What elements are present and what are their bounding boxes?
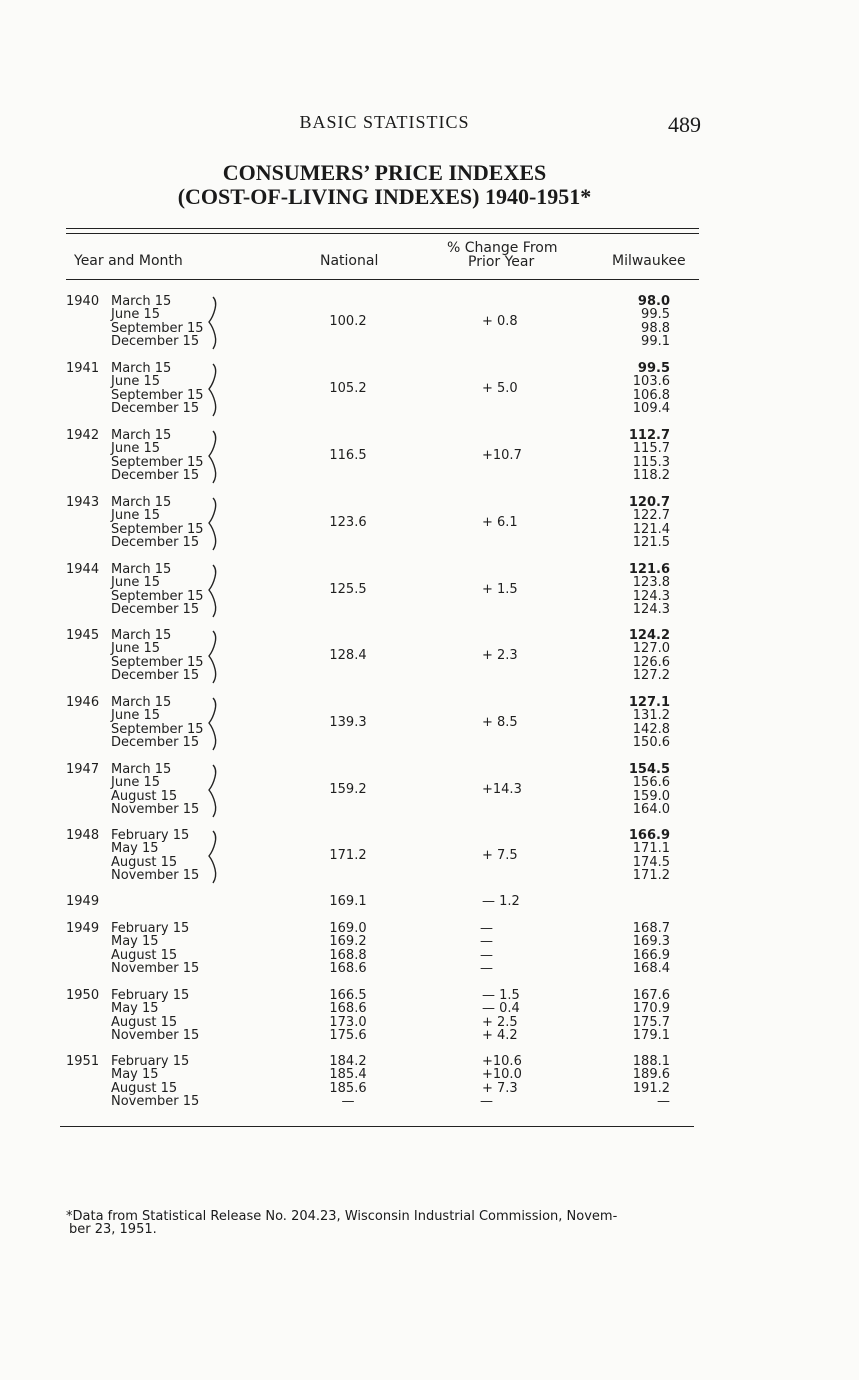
milwaukee-value: 175.7 <box>632 1014 670 1030</box>
milwaukee-value: 121.4 <box>632 521 670 537</box>
milwaukee-value: 121.6 <box>628 562 670 577</box>
row-national <box>312 783 384 796</box>
row-milwaukee <box>600 696 670 750</box>
row-change <box>450 716 560 729</box>
row-year: 1942 <box>66 428 100 443</box>
row-milwaukee <box>600 295 670 349</box>
brace-icon <box>197 295 221 351</box>
change-value: + 6.1 <box>482 515 518 531</box>
row-year: 1949 <box>66 921 100 936</box>
milwaukee-value: — <box>657 1094 670 1110</box>
national-value: 116.5 <box>329 448 367 464</box>
national-value: 173.0 <box>329 1014 367 1030</box>
milwaukee-value: 154.5 <box>628 762 670 777</box>
national-value: 159.2 <box>329 782 367 798</box>
milwaukee-value: 171.1 <box>632 841 670 857</box>
milwaukee-value: 170.9 <box>632 1001 670 1017</box>
running-head: BASIC STATISTICS <box>299 112 470 132</box>
table-subtitle: (COST-OF-LIVING INDEXES) 1940-1951* <box>177 184 592 209</box>
milwaukee-value: 131.2 <box>632 708 670 724</box>
change-value: — <box>480 961 493 977</box>
row-national <box>312 895 384 908</box>
month-label: December 15 <box>111 401 200 417</box>
row-change <box>450 895 560 908</box>
month-label: March 15 <box>111 562 172 577</box>
brace-icon <box>197 496 221 552</box>
month-label: March 15 <box>111 495 172 510</box>
national-value: 169.1 <box>329 894 367 909</box>
brace-icon <box>197 629 221 685</box>
row-milwaukee <box>600 922 670 976</box>
change-value: + 7.5 <box>482 848 518 864</box>
national-value: 185.4 <box>329 1067 367 1083</box>
brace-icon <box>197 563 221 619</box>
row-national <box>312 989 384 1043</box>
row-milwaukee <box>600 563 670 617</box>
row-milwaukee <box>600 763 670 817</box>
change-value: +10.6 <box>482 1054 522 1069</box>
brace-icon <box>197 362 221 418</box>
change-value: +10.0 <box>482 1067 522 1083</box>
row-months <box>111 922 221 976</box>
month-label: May 15 <box>111 841 159 857</box>
row-change <box>450 315 560 328</box>
milwaukee-value: 106.8 <box>632 387 670 403</box>
row-milwaukee <box>600 989 670 1043</box>
milwaukee-value: 189.6 <box>632 1067 670 1083</box>
national-value: 168.6 <box>329 961 367 977</box>
row-milwaukee <box>600 362 670 416</box>
milwaukee-value: 118.2 <box>632 468 670 484</box>
row-national <box>312 1055 384 1109</box>
month-label: June 15 <box>111 441 160 457</box>
row-change <box>450 449 560 462</box>
bottom-rule <box>60 1126 694 1127</box>
month-label: December 15 <box>111 735 200 751</box>
milwaukee-value: 142.8 <box>632 721 670 737</box>
milwaukee-value: 124.3 <box>632 588 670 604</box>
milwaukee-value: 120.7 <box>628 495 670 510</box>
month-label: February 15 <box>111 828 190 843</box>
row-change <box>450 649 560 662</box>
row-year: 1940 <box>66 294 100 309</box>
month-label: September 15 <box>111 588 204 604</box>
change-value: — <box>480 1094 493 1110</box>
month-label: May 15 <box>111 1067 159 1083</box>
milwaukee-value: 99.5 <box>637 361 670 376</box>
header-rule <box>66 279 699 280</box>
change-value: +14.3 <box>482 782 522 798</box>
brace-icon <box>197 763 221 819</box>
row-months <box>111 989 221 1043</box>
milwaukee-value: 166.9 <box>628 828 670 843</box>
row-milwaukee <box>600 829 670 883</box>
row-national <box>312 315 384 328</box>
month-label: September 15 <box>111 521 204 537</box>
month-label: May 15 <box>111 1001 159 1017</box>
month-label: March 15 <box>111 628 172 643</box>
milwaukee-value: 168.4 <box>632 961 670 977</box>
month-label: August 15 <box>111 1014 178 1030</box>
row-milwaukee <box>600 1055 670 1109</box>
month-label: March 15 <box>111 762 172 777</box>
header-change-line2: Prior Year <box>468 254 535 270</box>
national-value: 139.3 <box>329 715 367 731</box>
month-label: November 15 <box>111 868 200 884</box>
month-label: August 15 <box>111 788 178 804</box>
month-label: August 15 <box>111 947 178 963</box>
month-label: June 15 <box>111 775 160 791</box>
change-value: — <box>480 934 493 950</box>
month-label: May 15 <box>111 934 159 950</box>
month-label: August 15 <box>111 854 178 870</box>
month-label: December 15 <box>111 668 200 684</box>
month-label: November 15 <box>111 1094 200 1110</box>
national-value: 168.8 <box>329 947 367 963</box>
change-value: + 2.5 <box>482 1014 518 1030</box>
milwaukee-value: 126.6 <box>632 654 670 670</box>
milwaukee-value: 121.5 <box>632 535 670 551</box>
milwaukee-value: 191.2 <box>632 1080 670 1096</box>
row-change <box>450 989 560 1043</box>
month-label: September 15 <box>111 654 204 670</box>
row-national <box>312 583 384 596</box>
row-year: 1941 <box>66 361 100 376</box>
row-year: 1950 <box>66 988 100 1003</box>
milwaukee-value: 169.3 <box>632 934 670 950</box>
row-national <box>312 716 384 729</box>
milwaukee-value: 171.2 <box>632 868 670 884</box>
footnote-line-1: *Data from Statistical Release No. 204.23, Wisconsin Industrial Commission, Novem- <box>66 1209 618 1224</box>
national-value: 168.6 <box>329 1001 367 1017</box>
row-change <box>450 783 560 796</box>
milwaukee-value: 98.0 <box>637 294 670 309</box>
header-national: National <box>320 253 379 269</box>
row-milwaukee <box>600 429 670 483</box>
row-national <box>312 516 384 529</box>
row-change <box>450 382 560 395</box>
top-rule <box>66 228 699 229</box>
milwaukee-value: 124.2 <box>628 628 670 643</box>
row-milwaukee <box>600 496 670 550</box>
brace-icon <box>197 696 221 752</box>
row-year: 1943 <box>66 495 100 510</box>
row-year: 1946 <box>66 695 100 710</box>
month-label: March 15 <box>111 695 172 710</box>
row-months <box>111 1055 221 1109</box>
header-change-line1: % Change From <box>447 240 558 256</box>
milwaukee-value: 127.1 <box>628 695 670 710</box>
milwaukee-value: 115.3 <box>632 454 670 470</box>
national-value: 169.0 <box>329 921 367 936</box>
month-label: June 15 <box>111 374 160 390</box>
month-label: December 15 <box>111 535 200 551</box>
change-value: + 0.8 <box>482 314 518 330</box>
national-value: 125.5 <box>329 582 367 598</box>
row-milwaukee <box>600 629 670 683</box>
month-label: June 15 <box>111 508 160 524</box>
month-label: September 15 <box>111 387 204 403</box>
national-value: 123.6 <box>329 515 367 531</box>
row-year: 1949 <box>66 894 100 909</box>
milwaukee-value: 124.3 <box>632 602 670 618</box>
month-label: March 15 <box>111 428 172 443</box>
national-value: 128.4 <box>329 648 367 664</box>
milwaukee-value: 98.8 <box>641 320 670 336</box>
change-value: + 5.0 <box>482 381 518 397</box>
month-label: November 15 <box>111 1028 200 1044</box>
month-label: December 15 <box>111 468 200 484</box>
row-year: 1944 <box>66 562 100 577</box>
milwaukee-value: 174.5 <box>632 854 670 870</box>
change-value: — <box>480 947 493 963</box>
month-label: June 15 <box>111 307 160 323</box>
milwaukee-value: 127.0 <box>632 641 670 657</box>
month-label: September 15 <box>111 320 204 336</box>
milwaukee-value: 164.0 <box>632 802 670 818</box>
milwaukee-value: 122.7 <box>632 508 670 524</box>
milwaukee-value: 99.5 <box>641 307 670 323</box>
page-number: 489 <box>668 112 701 137</box>
milwaukee-value: 123.8 <box>632 575 670 591</box>
milwaukee-value: 99.1 <box>641 334 670 350</box>
month-label: December 15 <box>111 602 200 618</box>
national-value: 184.2 <box>329 1054 367 1069</box>
row-national <box>312 849 384 862</box>
row-change <box>450 583 560 596</box>
month-label: June 15 <box>111 641 160 657</box>
milwaukee-value: 150.6 <box>632 735 670 751</box>
month-label: August 15 <box>111 1080 178 1096</box>
top-rule-2 <box>66 233 699 234</box>
national-value: 185.6 <box>329 1080 367 1096</box>
milwaukee-value: 112.7 <box>628 428 670 443</box>
change-value: — 1.5 <box>482 988 520 1003</box>
month-label: February 15 <box>111 988 190 1003</box>
milwaukee-value: 188.1 <box>632 1054 670 1069</box>
month-label: September 15 <box>111 454 204 470</box>
milwaukee-value: 168.7 <box>632 921 670 936</box>
milwaukee-value: 156.6 <box>632 775 670 791</box>
change-value: + 2.3 <box>482 648 518 664</box>
month-label: November 15 <box>111 961 200 977</box>
change-value: + 1.5 <box>482 582 518 598</box>
month-label: June 15 <box>111 708 160 724</box>
month-label: March 15 <box>111 294 172 309</box>
milwaukee-value: 166.9 <box>632 947 670 963</box>
change-value: — 1.2 <box>482 894 520 909</box>
national-value: 100.2 <box>329 314 367 330</box>
row-year: 1948 <box>66 828 100 843</box>
row-year: 1947 <box>66 762 100 777</box>
national-value: 171.2 <box>329 848 367 864</box>
brace-icon <box>197 829 221 885</box>
milwaukee-value: 103.6 <box>632 374 670 390</box>
change-value: +10.7 <box>482 448 522 464</box>
milwaukee-value: 167.6 <box>632 988 670 1003</box>
month-label: February 15 <box>111 921 190 936</box>
milwaukee-value: 179.1 <box>632 1028 670 1044</box>
row-national <box>312 649 384 662</box>
footnote-line-2: ber 23, 1951. <box>69 1222 157 1237</box>
table-title: CONSUMERS’ PRICE INDEXES <box>222 160 547 185</box>
national-value: 175.6 <box>329 1028 367 1044</box>
month-label: December 15 <box>111 334 200 350</box>
row-change <box>450 1055 560 1109</box>
footnote <box>66 1210 706 1236</box>
row-year: 1951 <box>66 1054 100 1069</box>
national-value: 169.2 <box>329 934 367 950</box>
milwaukee-value: 159.0 <box>632 788 670 804</box>
national-value: 166.5 <box>329 988 367 1003</box>
milwaukee-value: 127.2 <box>632 668 670 684</box>
row-national <box>312 382 384 395</box>
month-label: March 15 <box>111 361 172 376</box>
month-label: November 15 <box>111 802 200 818</box>
month-label: September 15 <box>111 721 204 737</box>
row-national <box>312 449 384 462</box>
change-value: — <box>480 921 493 936</box>
milwaukee-value: 109.4 <box>632 401 670 417</box>
month-label: February 15 <box>111 1054 190 1069</box>
national-value: 105.2 <box>329 381 367 397</box>
change-value: — 0.4 <box>482 1001 520 1017</box>
change-value: + 7.3 <box>482 1080 518 1096</box>
national-value: — <box>341 1094 355 1110</box>
row-change <box>450 922 560 976</box>
change-value: + 8.5 <box>482 715 518 731</box>
row-change <box>450 849 560 862</box>
row-year: 1945 <box>66 628 100 643</box>
month-label: June 15 <box>111 575 160 591</box>
row-change <box>450 516 560 529</box>
change-value: + 4.2 <box>482 1028 518 1044</box>
header-year-month: Year and Month <box>74 253 183 269</box>
header-milwaukee: Milwaukee <box>612 253 686 269</box>
brace-icon <box>197 429 221 485</box>
milwaukee-value: 115.7 <box>632 441 670 457</box>
row-national <box>312 922 384 976</box>
